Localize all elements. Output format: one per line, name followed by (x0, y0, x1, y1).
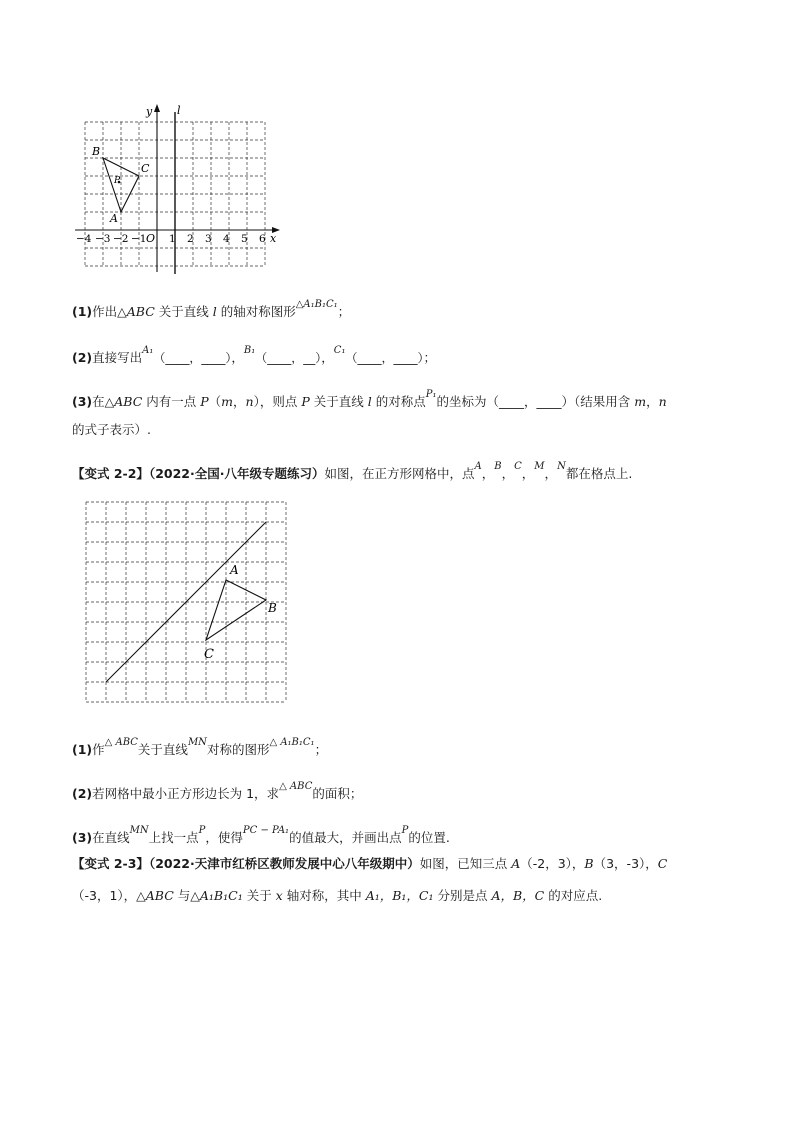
math-c1: C₁ (333, 345, 346, 356)
text: 在直线 (92, 830, 130, 845)
coordinate: （-3，1）， (72, 888, 137, 903)
text: 关于直线 (154, 304, 213, 319)
math-mn: MN (187, 737, 207, 748)
triangle-name: △ABC (136, 888, 174, 903)
text: 轴对称，其中 (282, 888, 366, 903)
coordinate-grid-figure (70, 100, 285, 275)
math-b1: B₁ (243, 345, 256, 356)
question-number: (2) (72, 350, 93, 365)
math-target: △ A₁B₁C₁ (269, 737, 315, 748)
var-n: n (245, 394, 254, 409)
text: 作出 (92, 304, 118, 319)
x-tick: −3 (95, 233, 111, 245)
point-name: A (474, 461, 482, 472)
variant-2-3-line2 (72, 888, 602, 904)
var-m: m (221, 394, 234, 409)
question-2-1 (72, 737, 328, 760)
line-name: l (367, 394, 372, 409)
text: 作 (92, 742, 105, 757)
text: 在 (92, 394, 105, 409)
variant-tag: 【变式 2-3】 (72, 856, 149, 871)
point-name: P (301, 394, 310, 409)
var-n: n (658, 394, 667, 409)
text: 直接写出 (92, 350, 143, 365)
question-number: (1) (72, 304, 93, 319)
point-name: C (514, 461, 522, 472)
point-name: M (534, 461, 545, 472)
text: ； (337, 304, 351, 319)
point-b-label: B (92, 145, 101, 158)
text: 如图，已知三点 (419, 856, 512, 871)
math-abc: △ ABC (104, 737, 138, 748)
question-number: (3) (72, 830, 93, 845)
question-2-2 (72, 781, 363, 804)
text: 与 (173, 888, 191, 903)
answer-blank: （____，____） (345, 351, 424, 365)
x-tick: 6 (259, 233, 266, 245)
variant-tag: 【变式 2-2】 (72, 466, 149, 481)
y-axis-arrow (154, 104, 160, 112)
x-tick: 5 (241, 233, 248, 245)
math-expression: PC − PA₁ (242, 825, 290, 836)
point-p-label: P (114, 176, 121, 186)
question-1-2 (72, 345, 436, 368)
point-name: B (584, 856, 594, 871)
text: ， (646, 394, 659, 409)
text: ， (481, 466, 495, 481)
point-name: N (557, 461, 566, 472)
var-m: m (634, 394, 647, 409)
text: ， (231, 350, 244, 365)
text: （ (208, 394, 222, 409)
variant-2-3-line1 (72, 856, 667, 872)
text: 的坐标为（____，____）（结果用含 (436, 394, 635, 409)
text: 若网格中最小正方形边长为 1，求 (92, 786, 280, 801)
line-l-label: l (177, 104, 181, 117)
math-mn: MN (129, 825, 149, 836)
text: 如图，在正方形网格中，点 (324, 466, 475, 481)
text: 关于 (242, 888, 276, 903)
line-name: l (212, 304, 217, 319)
variant-source: （2022·全国·八年级专题练习） (148, 466, 325, 481)
y-axis-label: y (146, 105, 153, 118)
x-axis-label: x (270, 232, 277, 245)
triangle-name: △A₁B₁C₁ (190, 888, 243, 903)
question-number: (2) (72, 786, 93, 801)
text: ； (314, 742, 328, 757)
x-tick: 4 (223, 233, 230, 245)
text: 的对称点 (371, 394, 426, 409)
x-tick: −1 (131, 233, 147, 245)
text: 的面积； (312, 786, 363, 801)
text: ，使得 (205, 830, 243, 845)
math-a1: A₁ (142, 345, 154, 356)
text: 都在格点上. (565, 466, 633, 481)
text: 分别是点 (433, 888, 492, 903)
text: ，则点 (259, 394, 302, 409)
text: ； (423, 350, 436, 365)
question-number: (1) (72, 742, 93, 757)
text: 的位置. (408, 830, 450, 845)
variant-2-2-heading (72, 461, 633, 484)
question-1-1 (72, 299, 351, 322)
text: ， (501, 466, 515, 481)
math-p1: P₁ (425, 389, 437, 400)
text: ， (321, 350, 334, 365)
x-tick: 3 (205, 233, 212, 245)
point-names: A，B，C (491, 888, 545, 903)
triangle-name: ABC (126, 304, 155, 319)
text: 关于直线 (137, 742, 188, 757)
point-name: C (657, 856, 668, 871)
text: ） (253, 394, 260, 409)
point-c-label: C (141, 162, 150, 175)
text: 的式子表示）. (72, 422, 151, 437)
text: ， (521, 466, 535, 481)
axis-name: x (275, 888, 283, 903)
variant-source: （2022·天津市红桥区教师发展中心八年级期中） (148, 856, 420, 871)
math-p: P (198, 825, 206, 836)
text: 的轴对称图形 (216, 304, 296, 319)
x-tick: 1 (169, 233, 176, 245)
answer-blank: （____，__） (255, 351, 322, 365)
text: 内有一点 (142, 394, 201, 409)
math-target: △A₁B₁C₁ (295, 299, 338, 310)
coordinate: （3，-3）， (593, 856, 658, 871)
text: ， (544, 466, 558, 481)
text: 的值最大，并画出点 (289, 830, 402, 845)
question-1-3-continued (72, 422, 151, 438)
text: 的对应点. (544, 888, 603, 903)
question-2-3 (72, 825, 450, 848)
point-name: P (200, 394, 209, 409)
question-number: (3) (72, 394, 93, 409)
point-a-label: A (230, 563, 239, 577)
text: 对称的图形 (206, 742, 270, 757)
x-tick: −4 (76, 233, 92, 245)
text: 关于直线 (309, 394, 368, 409)
point-names: A₁，B₁，C₁ (365, 888, 434, 903)
triangle-symbol: △ (104, 394, 115, 409)
question-1-3 (72, 389, 667, 412)
answer-blank: （____，____） (153, 351, 232, 365)
point-a-label: A (110, 212, 118, 225)
point-name: B (494, 461, 502, 472)
point-b-label: B (268, 601, 277, 615)
text: ， (233, 394, 246, 409)
math-p: P (401, 825, 409, 836)
point-c-label: C (204, 647, 214, 662)
math-abc: △ ABC (279, 781, 313, 792)
x-tick: −2 (113, 233, 129, 245)
triangle-abc (206, 580, 266, 640)
triangle-name: ABC (114, 394, 143, 409)
point-name: A (511, 856, 521, 871)
square-grid-figure (80, 496, 295, 706)
x-tick: 2 (187, 233, 194, 245)
triangle-symbol: △ (117, 304, 127, 319)
origin-label: O (146, 232, 156, 245)
coordinate: （-2，3）， (520, 856, 585, 871)
text: 上找一点 (148, 830, 199, 845)
